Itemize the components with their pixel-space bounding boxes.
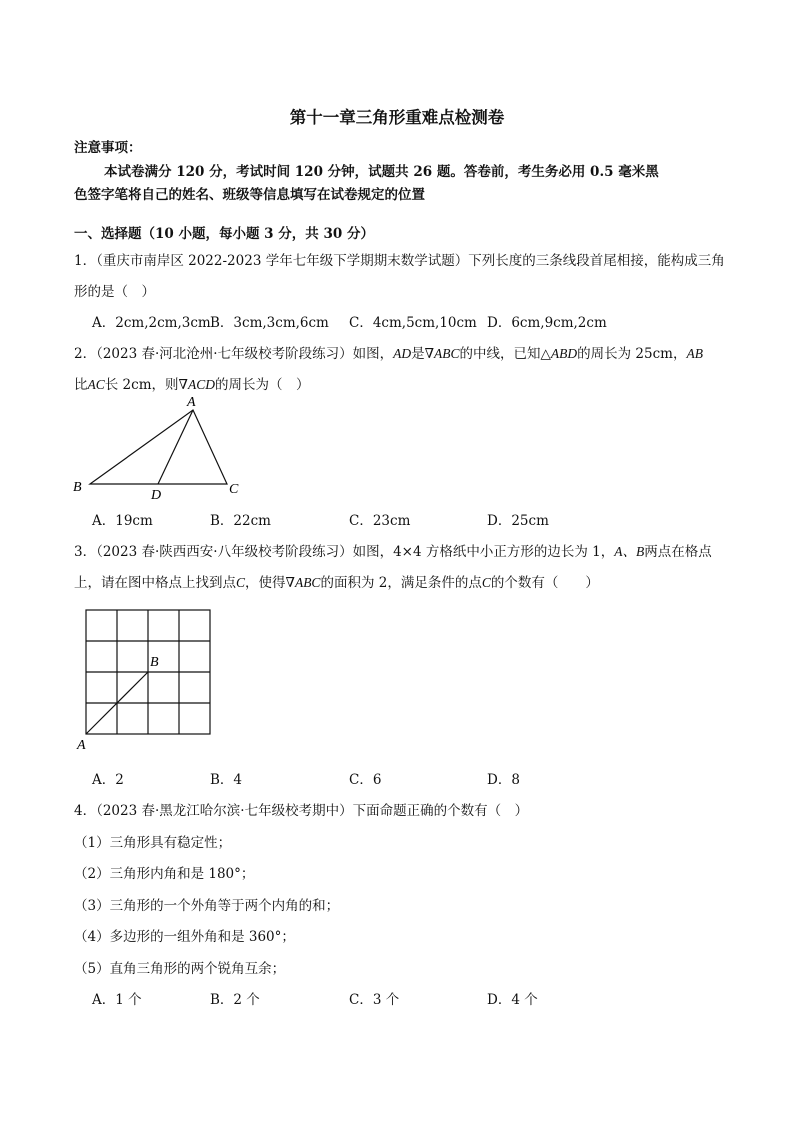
triangle-abc — [90, 410, 227, 484]
q3-option-b: B．4 — [210, 772, 243, 788]
median-ad — [158, 410, 193, 484]
label-c: C — [229, 482, 239, 497]
q1-stem-line-1: 1．（重庆市南岸区 2022-2023 学年七年级下学期期末数学试题）下列长度的三条线段首尾相接，能构成三角 — [74, 253, 725, 269]
q3-option-c: C．6 — [349, 772, 382, 788]
q2-option-d: D．25cm — [487, 513, 549, 529]
q1-option-c: C．4cm,5cm,10cm — [349, 315, 477, 331]
page-title: 第十一章三角形重难点检测卷 — [289, 108, 505, 127]
q4-stem: 4．（2023 春·黑龙江哈尔滨·七年级校考期中）下面命题正确的个数有（ ） — [74, 803, 529, 819]
q4-statement-4: （4）多边形的一组外角和是 360°； — [74, 929, 295, 945]
q2-option-b: B．22cm — [210, 513, 271, 529]
q4-statement-3: （3）三角形的一个外角等于两个内角的和； — [74, 898, 340, 914]
q4-option-d: D．4 个 — [487, 992, 538, 1008]
q3-option-d: D．8 — [487, 772, 520, 788]
label-b: B — [73, 480, 82, 495]
q1-option-a: A．2cm,2cm,3cm — [92, 315, 211, 331]
notice-line-2: 色签字笔将自己的姓名、班级等信息填写在试卷规定的位置 — [74, 187, 425, 203]
notice-heading: 注意事项： — [74, 140, 142, 156]
q3-stem-line-1: 3．（2023 春·陕西西安·八年级校考阶段练习）如图，4×4 方格纸中小正方形的边长为 1，A、B两点在格点 — [74, 544, 712, 560]
q2-option-a: A．19cm — [92, 513, 153, 529]
q1-option-b: B．3cm,3cm,6cm — [210, 315, 329, 331]
q4-statement-1: （1）三角形具有稳定性； — [74, 835, 232, 851]
q4-option-a: A．1 个 — [92, 992, 142, 1008]
notice-line-1: 本试卷满分 120 分，考试时间 120 分钟，试题共 26 题。答卷前，考生务必用 0.5 毫米黑 — [104, 164, 659, 180]
section-heading: 一、选择题（10 小题，每小题 3 分，共 30 分） — [74, 226, 374, 242]
label-a: A — [77, 738, 86, 753]
q1-option-d: D．6cm,9cm,2cm — [487, 315, 607, 331]
q2-stem-line-2: 比AC长 2cm，则∇ACD的周长为（ ） — [74, 377, 310, 393]
q3-stem-line-2: 上，请在图中格点上找到点C，使得∇ABC的面积为 2，满足条件的点C的个数有（ ） — [74, 575, 599, 591]
label-b: B — [150, 655, 159, 670]
q4-statement-2: （2）三角形内角和是 180°； — [74, 866, 255, 882]
q2-option-c: C．23cm — [349, 513, 411, 529]
q4-statement-5: （5）直角三角形的两个锐角互余； — [74, 961, 286, 977]
q4-option-b: B．2 个 — [210, 992, 260, 1008]
label-a: A — [187, 395, 196, 410]
q3-grid-figure — [74, 602, 224, 754]
q4-option-c: C．3 个 — [349, 992, 400, 1008]
q2-triangle-figure — [70, 393, 250, 505]
q1-stem-line-2: 形的是（ ） — [74, 284, 155, 300]
q3-option-a: A．2 — [92, 772, 124, 788]
label-d: D — [151, 488, 162, 503]
q2-stem-line-1: 2．（2023 春·河北沧州·七年级校考阶段练习）如图，AD是∇ABC的中线，已知△ABD的周长为 25cm，AB — [74, 346, 703, 362]
